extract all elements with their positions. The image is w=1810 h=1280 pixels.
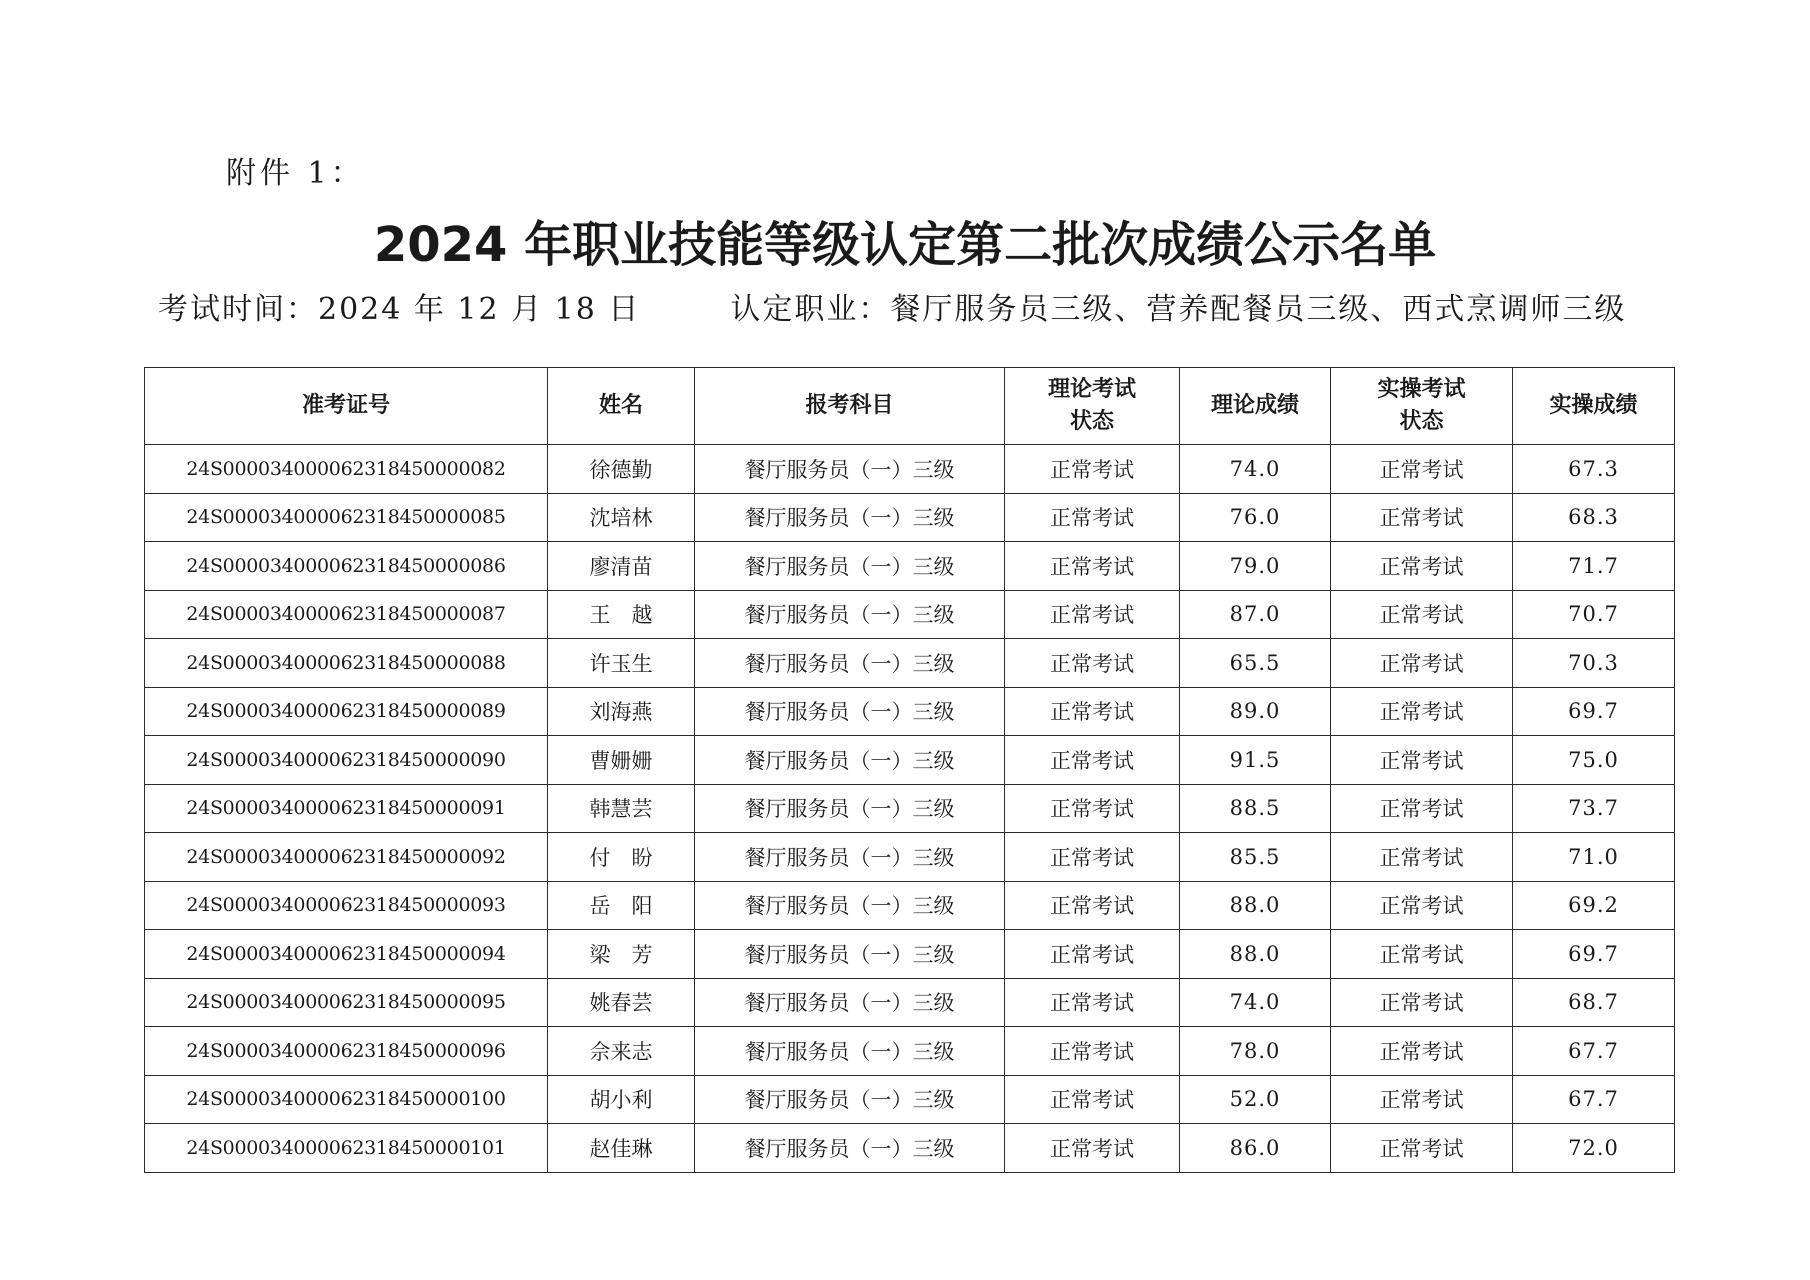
header-name: 姓名 — [548, 368, 695, 445]
cell-practical-score: 68.7 — [1513, 978, 1675, 1027]
cell-name: 胡小利 — [548, 1075, 695, 1124]
table-row — [145, 833, 1675, 882]
table-row — [145, 445, 1675, 494]
cell-subject: 餐厅服务员（一）三级 — [695, 736, 1005, 785]
cell-name: 许玉生 — [548, 639, 695, 688]
cell-theory-score: 74.0 — [1180, 445, 1331, 494]
table-row — [145, 784, 1675, 833]
cell-practical-status: 正常考试 — [1331, 1124, 1513, 1173]
cell-subject: 餐厅服务员（一）三级 — [695, 445, 1005, 494]
cell-theory-status: 正常考试 — [1005, 542, 1180, 591]
cell-practical-score: 68.3 — [1513, 493, 1675, 542]
cell-practical-score: 69.7 — [1513, 930, 1675, 979]
table-row — [145, 930, 1675, 979]
cell-practical-score: 72.0 — [1513, 1124, 1675, 1173]
cell-practical-status: 正常考试 — [1331, 833, 1513, 882]
cell-name: 姚春芸 — [548, 978, 695, 1027]
cell-practical-status: 正常考试 — [1331, 736, 1513, 785]
cell-ticket-no: 24S000034000062318450000100 — [145, 1075, 548, 1124]
cell-subject: 餐厅服务员（一）三级 — [695, 590, 1005, 639]
cell-name: 沈培林 — [548, 493, 695, 542]
cell-theory-score: 88.0 — [1180, 881, 1331, 930]
cell-ticket-no: 24S000034000062318450000086 — [145, 542, 548, 591]
cell-theory-score: 78.0 — [1180, 1027, 1331, 1076]
cell-ticket-no: 24S000034000062318450000085 — [145, 493, 548, 542]
cell-practical-score: 69.7 — [1513, 687, 1675, 736]
cell-practical-status: 正常考试 — [1331, 1027, 1513, 1076]
cell-name: 赵佳琳 — [548, 1124, 695, 1173]
table-row — [145, 493, 1675, 542]
cell-practical-status: 正常考试 — [1331, 978, 1513, 1027]
cell-name: 徐德勤 — [548, 445, 695, 494]
exam-info — [158, 284, 1626, 328]
cell-practical-score: 70.7 — [1513, 590, 1675, 639]
cell-subject: 餐厅服务员（一）三级 — [695, 833, 1005, 882]
cell-subject: 餐厅服务员（一）三级 — [695, 978, 1005, 1027]
cell-name: 刘海燕 — [548, 687, 695, 736]
cell-name: 韩慧芸 — [548, 784, 695, 833]
cell-subject: 餐厅服务员（一）三级 — [695, 542, 1005, 591]
cell-ticket-no: 24S000034000062318450000094 — [145, 930, 548, 979]
header-practical-status-line2: 状态 — [1399, 409, 1444, 434]
header-theory-status-line1: 理论考试 — [1047, 377, 1136, 402]
cell-name: 梁 芳 — [548, 930, 695, 979]
cell-theory-status: 正常考试 — [1005, 881, 1180, 930]
cell-subject: 餐厅服务员（一）三级 — [695, 881, 1005, 930]
cell-subject: 餐厅服务员（一）三级 — [695, 493, 1005, 542]
cell-practical-status: 正常考试 — [1331, 445, 1513, 494]
cell-subject: 餐厅服务员（一）三级 — [695, 639, 1005, 688]
cell-theory-score: 85.5 — [1180, 833, 1331, 882]
table-row — [145, 542, 1675, 591]
cell-practical-score: 70.3 — [1513, 639, 1675, 688]
header-practical-score: 实操成绩 — [1513, 368, 1675, 445]
table-body — [145, 445, 1675, 1173]
table-row — [145, 736, 1675, 785]
cell-practical-status: 正常考试 — [1331, 687, 1513, 736]
table-row — [145, 1075, 1675, 1124]
cell-ticket-no: 24S000034000062318450000091 — [145, 784, 548, 833]
cell-theory-status: 正常考试 — [1005, 930, 1180, 979]
cell-ticket-no: 24S000034000062318450000096 — [145, 1027, 548, 1076]
cell-practical-status: 正常考试 — [1331, 639, 1513, 688]
header-theory-score: 理论成绩 — [1180, 368, 1331, 445]
cell-theory-status: 正常考试 — [1005, 1124, 1180, 1173]
header-ticket-no: 准考证号 — [145, 368, 548, 445]
cell-practical-score: 71.0 — [1513, 833, 1675, 882]
cell-practical-status: 正常考试 — [1331, 881, 1513, 930]
cell-ticket-no: 24S000034000062318450000101 — [145, 1124, 548, 1173]
cell-theory-score: 74.0 — [1180, 978, 1331, 1027]
cell-theory-score: 79.0 — [1180, 542, 1331, 591]
cell-theory-status: 正常考试 — [1005, 590, 1180, 639]
cell-practical-score: 73.7 — [1513, 784, 1675, 833]
cell-name: 岳 阳 — [548, 881, 695, 930]
cell-ticket-no: 24S000034000062318450000082 — [145, 445, 548, 494]
cell-practical-score: 67.7 — [1513, 1027, 1675, 1076]
header-theory-status-line2: 状态 — [1069, 409, 1114, 434]
cell-theory-status: 正常考试 — [1005, 639, 1180, 688]
cell-ticket-no: 24S000034000062318450000093 — [145, 881, 548, 930]
cell-theory-status: 正常考试 — [1005, 736, 1180, 785]
cell-practical-status: 正常考试 — [1331, 493, 1513, 542]
cell-theory-score: 76.0 — [1180, 493, 1331, 542]
cell-theory-status: 正常考试 — [1005, 687, 1180, 736]
cell-subject: 餐厅服务员（一）三级 — [695, 1124, 1005, 1173]
header-subject: 报考科目 — [695, 368, 1005, 445]
cell-practical-score: 67.3 — [1513, 445, 1675, 494]
cell-ticket-no: 24S000034000062318450000087 — [145, 590, 548, 639]
cell-practical-score: 69.2 — [1513, 881, 1675, 930]
cell-subject: 餐厅服务员（一）三级 — [695, 1027, 1005, 1076]
cell-subject: 餐厅服务员（一）三级 — [695, 1075, 1005, 1124]
cell-theory-score: 91.5 — [1180, 736, 1331, 785]
attachment-label: 附件 1： — [226, 156, 365, 191]
table-row — [145, 978, 1675, 1027]
cell-theory-status: 正常考试 — [1005, 784, 1180, 833]
cell-theory-status: 正常考试 — [1005, 445, 1180, 494]
cell-theory-score: 86.0 — [1180, 1124, 1331, 1173]
cell-practical-status: 正常考试 — [1331, 784, 1513, 833]
cell-theory-status: 正常考试 — [1005, 1027, 1180, 1076]
page-title: 2024 年职业技能等级认定第二批次成绩公示名单 — [373, 217, 1437, 273]
cell-theory-score: 88.5 — [1180, 784, 1331, 833]
header-practical-status — [1331, 368, 1513, 445]
cell-theory-score: 87.0 — [1180, 590, 1331, 639]
exam-occupations: 认定职业：餐厅服务员三级、营养配餐员三级、西式烹调师三级 — [730, 292, 1627, 327]
cell-theory-status: 正常考试 — [1005, 493, 1180, 542]
cell-name: 佘来志 — [548, 1027, 695, 1076]
table-row — [145, 639, 1675, 688]
cell-ticket-no: 24S000034000062318450000095 — [145, 978, 548, 1027]
cell-theory-status: 正常考试 — [1005, 833, 1180, 882]
cell-ticket-no: 24S000034000062318450000092 — [145, 833, 548, 882]
cell-theory-score: 52.0 — [1180, 1075, 1331, 1124]
cell-name: 付 盼 — [548, 833, 695, 882]
cell-ticket-no: 24S000034000062318450000088 — [145, 639, 548, 688]
cell-practical-score: 75.0 — [1513, 736, 1675, 785]
cell-name: 曹姗姗 — [548, 736, 695, 785]
table-row — [145, 1027, 1675, 1076]
header-practical-status-line1: 实操考试 — [1377, 377, 1466, 402]
table-header-row — [145, 368, 1675, 445]
exam-time: 考试时间：2024 年 12 月 18 日 — [158, 292, 641, 327]
cell-theory-score: 88.0 — [1180, 930, 1331, 979]
header-theory-status — [1005, 368, 1180, 445]
cell-subject: 餐厅服务员（一）三级 — [695, 930, 1005, 979]
cell-practical-status: 正常考试 — [1331, 1075, 1513, 1124]
table-row — [145, 687, 1675, 736]
results-table — [144, 367, 1675, 1173]
cell-theory-score: 65.5 — [1180, 639, 1331, 688]
cell-theory-status: 正常考试 — [1005, 1075, 1180, 1124]
cell-practical-status: 正常考试 — [1331, 542, 1513, 591]
table-row — [145, 590, 1675, 639]
cell-practical-score: 67.7 — [1513, 1075, 1675, 1124]
table-row — [145, 1124, 1675, 1173]
cell-subject: 餐厅服务员（一）三级 — [695, 687, 1005, 736]
cell-name: 王 越 — [548, 590, 695, 639]
cell-practical-score: 71.7 — [1513, 542, 1675, 591]
cell-ticket-no: 24S000034000062318450000090 — [145, 736, 548, 785]
cell-name: 廖清苗 — [548, 542, 695, 591]
cell-theory-score: 89.0 — [1180, 687, 1331, 736]
cell-subject: 餐厅服务员（一）三级 — [695, 784, 1005, 833]
cell-ticket-no: 24S000034000062318450000089 — [145, 687, 548, 736]
cell-practical-status: 正常考试 — [1331, 590, 1513, 639]
table-row — [145, 881, 1675, 930]
cell-practical-status: 正常考试 — [1331, 930, 1513, 979]
cell-theory-status: 正常考试 — [1005, 978, 1180, 1027]
